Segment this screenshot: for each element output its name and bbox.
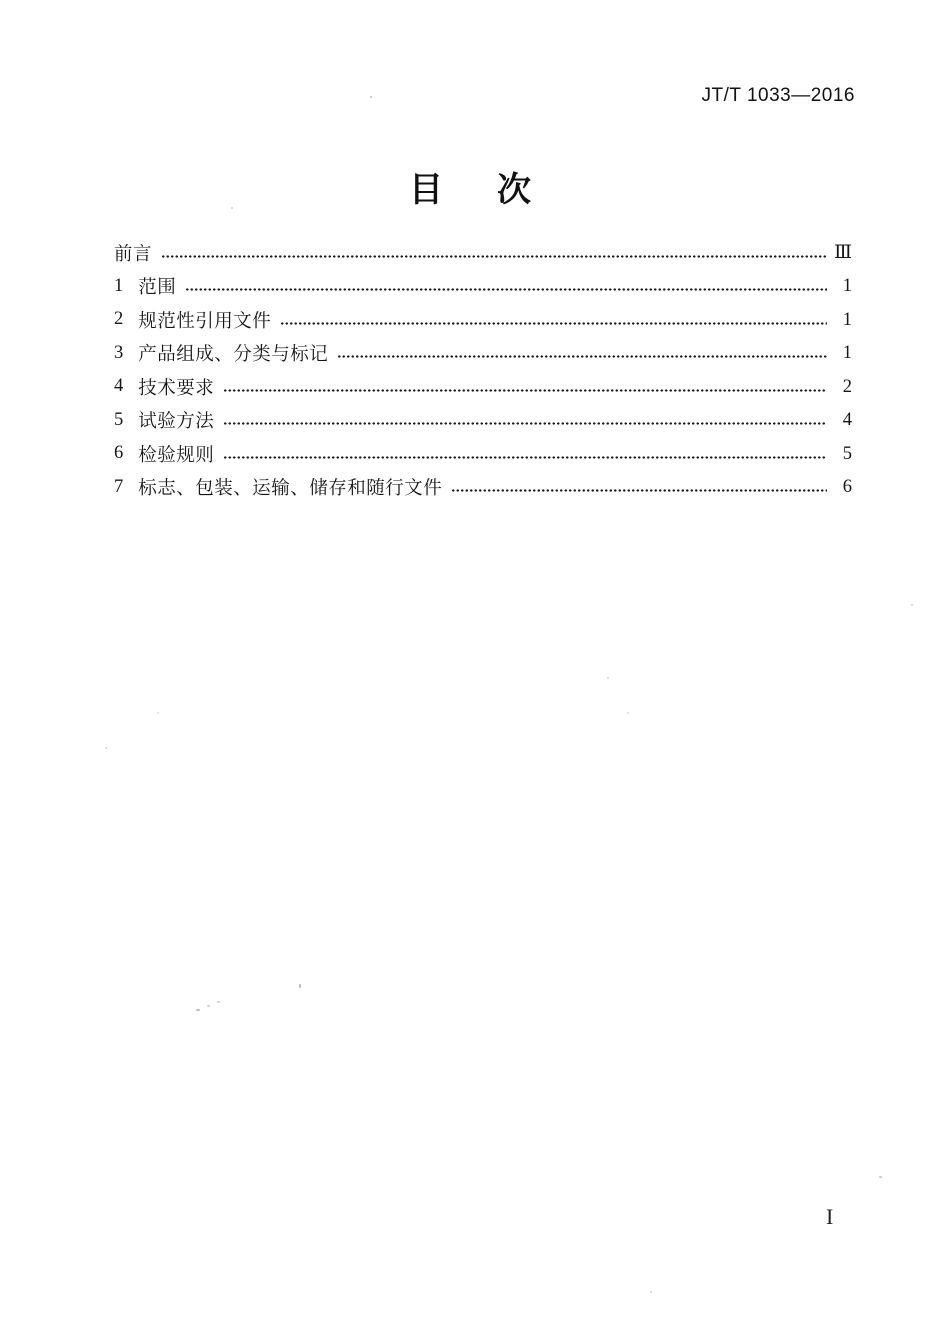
toc-entry-page-number: 6 [842,477,852,498]
dot-leader [161,254,827,259]
page-title: 目 次 [409,171,541,209]
toc-entry [114,370,852,404]
dot-leader [223,421,827,426]
scan-speck [879,1176,882,1178]
scan-speck [105,747,107,749]
scan-speck [627,712,629,714]
toc-entry [114,303,852,337]
toc-entry-number: 6 [114,443,124,464]
dot-leader [185,287,827,292]
toc-entry-number: 5 [114,409,124,430]
toc-entry [114,270,852,304]
toc-entry-page-number: 5 [842,443,852,464]
toc-entry-number: 7 [114,476,124,497]
scan-speck [196,1009,200,1011]
toc-entry-label: 技术要求 [138,378,215,399]
toc-entry-page-number: 1 [842,276,852,297]
dot-leader [223,388,827,393]
toc-entry-page-number: 1 [842,343,852,364]
toc-entry-label: 范围 [138,278,177,299]
toc-entry-page-number: Ⅲ [834,243,852,264]
dot-leader [280,321,827,326]
toc-entry-label: 规范性引用文件 [138,311,272,332]
scan-speck [370,96,372,98]
toc-entry-number: 4 [114,376,124,397]
scan-speck [231,207,233,209]
toc-entry-number: 1 [114,275,124,296]
toc-entry-label: 检验规则 [138,445,215,466]
scan-speck [650,1291,652,1293]
scan-speck [911,604,913,606]
toc-entry-page-number: 1 [842,309,852,330]
toc-entry-label: 产品组成、分类与标记 [138,345,329,366]
table-of-contents [114,236,852,504]
scan-speck [299,984,301,988]
toc-entry-label: 试验方法 [138,412,215,433]
dot-leader [337,354,827,359]
scan-speck [607,677,609,679]
toc-entry-number: 3 [114,342,124,363]
toc-entry-label: 前言 [114,244,153,265]
dot-leader [451,488,827,493]
toc-entry [114,437,852,471]
toc-entry [114,337,852,371]
toc-entry [114,404,852,438]
scan-speck [207,1005,210,1007]
toc-entry [114,471,852,505]
footer-page-number: I [826,1204,834,1229]
scan-speck [157,712,159,714]
toc-entry-label: 标志、包装、运输、储存和随行文件 [138,479,443,500]
scan-speck [217,1001,220,1003]
toc-entry-number: 2 [114,309,124,330]
toc-entry-page-number: 4 [842,410,852,431]
toc-entry [114,236,852,270]
toc-entry-page-number: 2 [842,376,852,397]
dot-leader [223,455,827,460]
standard-number-header: JT/T 1033—2016 [701,85,855,106]
